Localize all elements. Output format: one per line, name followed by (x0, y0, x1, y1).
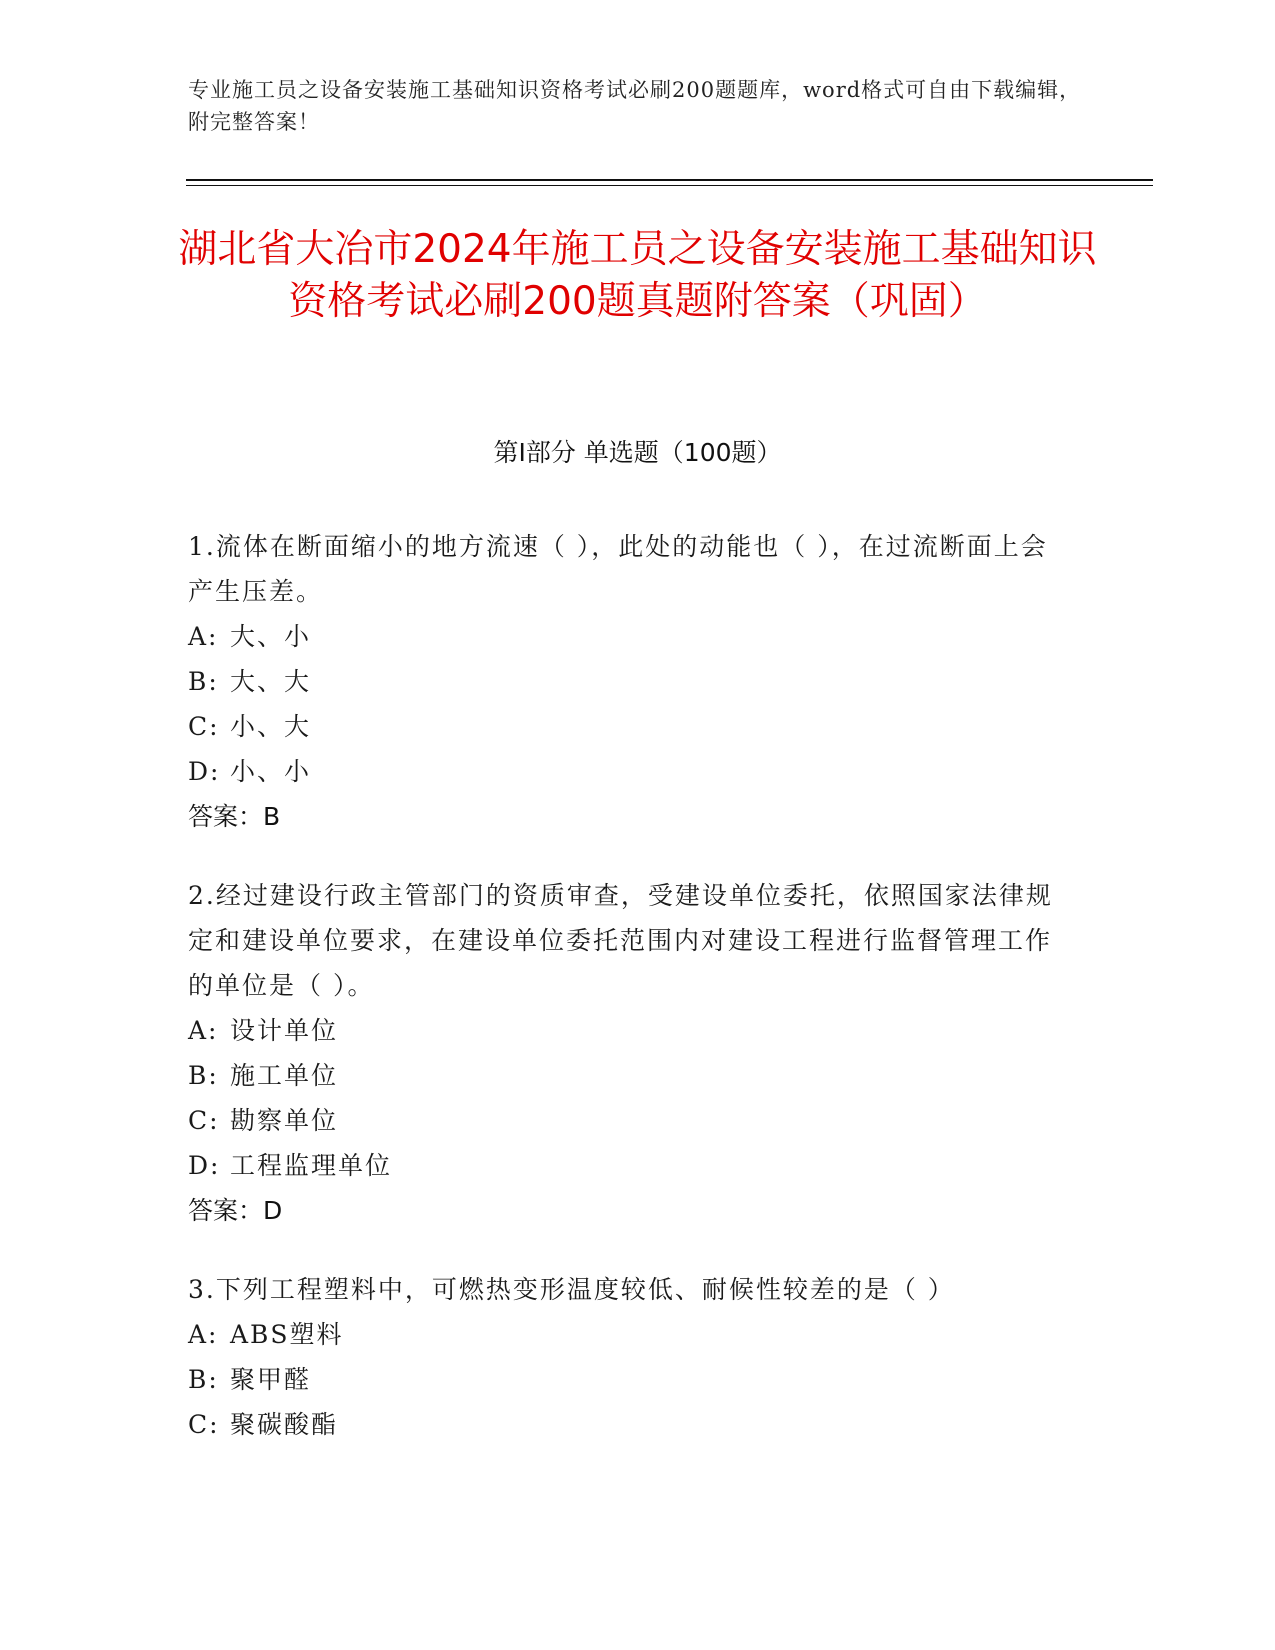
option-key: B: (188, 667, 219, 696)
answer-line: 答案：D (188, 1196, 283, 1225)
section-title: 第Ⅰ部分 单选题（100题） (493, 438, 782, 467)
option-b (188, 1357, 1068, 1402)
header-note: 专业施工员之设备安装施工基础知识资格考试必刷200题题库，word格式可自由下载编辑，附完整答案！ (188, 78, 1082, 134)
option-key: C: (188, 712, 220, 741)
option-key: D: (188, 757, 221, 786)
question-stem: 3.下列工程塑料中，可燃热变形温度较低、耐候性较差的是（ ） (188, 1275, 955, 1304)
option-text: 设计单位 (230, 1016, 339, 1045)
option-text: ABS塑料 (230, 1320, 344, 1349)
option-key: A: (188, 1320, 219, 1349)
option-text: 大、小 (230, 622, 312, 651)
header-rule-thick (186, 179, 1153, 181)
question-2 (188, 873, 1068, 1233)
option-key: D: (188, 1151, 221, 1180)
option-d (188, 749, 1068, 794)
document-title: 湖北省大冶市2024年施工员之设备安装施工基础知识资格考试必刷200题真题附答案（巩固） (178, 227, 1097, 324)
question-1 (188, 524, 1068, 839)
option-c (188, 704, 1068, 749)
option-b (188, 1053, 1068, 1098)
option-a (188, 614, 1068, 659)
option-a (188, 1008, 1068, 1053)
option-a (188, 1312, 1068, 1357)
option-text: 勘察单位 (230, 1106, 339, 1135)
question-stem: 2.经过建设行政主管部门的资质审查，受建设单位委托，依照国家法律规定和建设单位要求，在建设单位委托范围内对建设工程进行监督管理工作的单位是（ ）。 (188, 881, 1053, 1000)
option-key: B: (188, 1365, 219, 1394)
option-key: C: (188, 1106, 220, 1135)
option-text: 小、大 (230, 712, 312, 741)
option-key: A: (188, 1016, 219, 1045)
option-d (188, 1143, 1068, 1188)
option-b (188, 659, 1068, 704)
option-text: 聚甲醛 (230, 1365, 312, 1394)
option-text: 小、小 (230, 757, 312, 786)
option-key: B: (188, 1061, 219, 1090)
question-stem: 1.流体在断面缩小的地方流速（ ），此处的动能也（ ），在过流断面上会产生压差。 (188, 532, 1048, 606)
header-rule-thin (186, 185, 1153, 186)
option-text: 工程监理单位 (230, 1151, 393, 1180)
option-text: 施工单位 (230, 1061, 339, 1090)
option-c (188, 1402, 1068, 1447)
question-3 (188, 1267, 1068, 1447)
option-c (188, 1098, 1068, 1143)
option-key: A: (188, 622, 219, 651)
answer-line: 答案：B (188, 802, 281, 831)
option-text: 大、大 (230, 667, 312, 696)
option-key: C: (188, 1410, 220, 1439)
question-list (188, 524, 1068, 1481)
option-text: 聚碳酸酯 (230, 1410, 339, 1439)
